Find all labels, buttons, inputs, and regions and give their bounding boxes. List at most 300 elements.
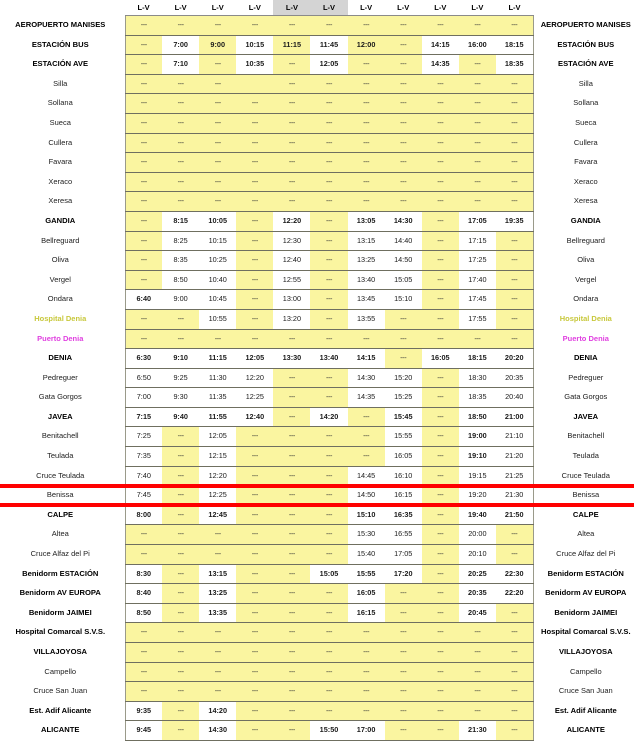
time-cell: --- [310,643,347,663]
time-cell: --- [422,427,459,447]
time-cell: --- [385,35,422,55]
time-cell: --- [236,192,273,212]
time-cell: 12:40 [236,407,273,427]
table-row [0,643,634,663]
time-cell: 10:55 [199,309,236,329]
header-col-11: L-V [496,0,533,16]
time-cell: --- [348,447,385,467]
station-name-right: Ondara [533,290,634,310]
time-cell: --- [125,133,162,153]
time-cell: 16:35 [385,505,422,525]
time-cell: 19:00 [459,427,496,447]
time-cell [236,74,273,94]
time-cell: --- [125,231,162,251]
time-cell: --- [236,153,273,173]
time-cell: --- [273,172,310,192]
time-cell: --- [310,133,347,153]
time-cell: --- [422,192,459,212]
time-cell: --- [273,486,310,506]
time-cell: 12:20 [273,211,310,231]
time-cell: --- [422,231,459,251]
header-left-spacer [0,0,125,16]
time-cell: --- [385,584,422,604]
time-cell: --- [125,329,162,349]
time-cell: 12:15 [199,447,236,467]
time-cell: --- [348,16,385,36]
station-name-right: ESTACIÓN BUS [533,35,634,55]
station-name-left: Vergel [0,270,125,290]
time-cell: --- [236,525,273,545]
time-cell: 20:35 [459,584,496,604]
time-cell: 8:15 [162,211,199,231]
time-cell: --- [348,427,385,447]
time-cell: 8:00 [125,505,162,525]
time-cell: --- [273,564,310,584]
time-cell: --- [199,74,236,94]
time-cell: 17:55 [459,309,496,329]
time-cell: 20:35 [496,368,533,388]
time-cell: --- [310,290,347,310]
time-cell: --- [385,172,422,192]
time-cell: 10:25 [199,251,236,271]
table-row [0,290,634,310]
time-cell: --- [162,113,199,133]
header-col-1: L-V [125,0,162,16]
time-cell: --- [385,113,422,133]
time-cell: 21:50 [496,505,533,525]
time-cell: --- [385,55,422,75]
time-cell: --- [273,153,310,173]
time-cell: --- [459,662,496,682]
time-cell: 14:20 [199,701,236,721]
time-cell: --- [236,486,273,506]
time-cell: --- [496,172,533,192]
time-cell: --- [199,623,236,643]
header-col-10: L-V [459,0,496,16]
station-name-left: Xeraco [0,172,125,192]
time-cell: 9:25 [162,368,199,388]
station-name-right: Est. Adif Alicante [533,701,634,721]
station-name-left: GANDIA [0,211,125,231]
time-cell: 6:40 [125,290,162,310]
time-cell: 10:15 [236,35,273,55]
time-cell: --- [125,662,162,682]
station-name-right: Silla [533,74,634,94]
time-cell: --- [199,133,236,153]
time-cell: --- [162,447,199,467]
time-cell: 14:50 [348,486,385,506]
station-name-left: Cruce Alfaz del Pi [0,545,125,565]
station-name-left: Xeresa [0,192,125,212]
time-cell: 19:20 [459,486,496,506]
time-cell: 13:20 [273,309,310,329]
time-cell: --- [162,584,199,604]
station-name-left: ALICANTE [0,721,125,741]
time-cell: --- [125,682,162,702]
time-cell: 20:10 [459,545,496,565]
time-cell: --- [310,388,347,408]
time-cell: --- [273,545,310,565]
time-cell: --- [496,662,533,682]
time-cell: --- [273,447,310,467]
time-cell: 13:25 [348,251,385,271]
time-cell: --- [162,172,199,192]
time-cell: 8:40 [125,584,162,604]
station-name-left: Est. Adif Alicante [0,701,125,721]
time-cell: --- [162,486,199,506]
station-name-left: Gata Gorgos [0,388,125,408]
time-cell: 18:15 [496,35,533,55]
time-cell: --- [310,623,347,643]
time-cell: --- [199,682,236,702]
time-cell: 14:45 [348,466,385,486]
time-cell: --- [236,701,273,721]
time-cell: --- [422,525,459,545]
time-cell: --- [125,270,162,290]
station-name-right: ALICANTE [533,721,634,741]
time-cell: --- [496,270,533,290]
time-cell: 18:30 [459,368,496,388]
time-cell: 7:00 [162,35,199,55]
station-name-right: Hospital Denia [533,309,634,329]
time-cell: --- [125,55,162,75]
time-cell: 20:40 [496,388,533,408]
red-highlight-band-top [0,484,634,488]
time-cell: --- [348,113,385,133]
time-cell: --- [273,113,310,133]
time-cell: --- [273,623,310,643]
time-cell: 15:10 [385,290,422,310]
time-cell: --- [273,192,310,212]
time-cell: --- [422,545,459,565]
time-cell: 17:40 [459,270,496,290]
time-cell: --- [422,290,459,310]
station-name-right: Xeraco [533,172,634,192]
station-name-left: Puerto Denia [0,329,125,349]
time-cell: --- [310,682,347,702]
time-cell: --- [162,623,199,643]
time-cell: --- [385,74,422,94]
time-cell: --- [348,153,385,173]
time-cell: --- [125,643,162,663]
table-row [0,231,634,251]
time-cell: 11:30 [199,368,236,388]
time-cell: --- [496,682,533,702]
time-cell: 7:25 [125,427,162,447]
time-cell: --- [310,701,347,721]
time-cell: 17:25 [459,251,496,271]
time-cell: --- [310,662,347,682]
time-cell: 22:30 [496,564,533,584]
time-cell: --- [125,113,162,133]
header-col-7: L-V [348,0,385,16]
time-cell: 16:15 [385,486,422,506]
header-col-5: L-V [273,0,310,16]
time-cell: --- [162,153,199,173]
table-row [0,525,634,545]
time-cell: 20:00 [459,525,496,545]
time-cell: 21:25 [496,466,533,486]
station-name-left: JAVEA [0,407,125,427]
station-name-right: GANDIA [533,211,634,231]
station-name-left: Cruce Teulada [0,466,125,486]
station-name-right: Favara [533,153,634,173]
time-cell: 17:00 [348,721,385,741]
time-cell: --- [496,231,533,251]
time-cell: 11:15 [273,35,310,55]
time-cell: 12:05 [236,349,273,369]
time-cell: 12:25 [199,486,236,506]
station-name-left: Benidorm ESTACIÓN [0,564,125,584]
time-cell: 15:55 [385,427,422,447]
time-cell: --- [385,623,422,643]
time-cell: 15:05 [310,564,347,584]
table-row [0,329,634,349]
time-cell: --- [310,94,347,114]
time-cell: --- [273,466,310,486]
table-row [0,35,634,55]
time-cell: --- [496,94,533,114]
time-cell: --- [459,94,496,114]
time-cell: 15:45 [385,407,422,427]
station-name-right: AEROPUERTO MANISES [533,16,634,36]
timetable-header [0,0,634,16]
time-cell: --- [310,231,347,251]
time-cell: 12:40 [273,251,310,271]
time-cell: --- [162,564,199,584]
time-cell: --- [459,643,496,663]
time-cell: --- [422,623,459,643]
time-cell: --- [310,447,347,467]
time-cell: --- [273,721,310,741]
time-cell: 15:20 [385,368,422,388]
time-cell: --- [310,525,347,545]
time-cell: --- [459,701,496,721]
time-cell: --- [422,643,459,663]
time-cell: --- [310,211,347,231]
time-cell: --- [273,16,310,36]
station-name-right: Cruce Teulada [533,466,634,486]
station-name-left: Bellreguard [0,231,125,251]
time-cell: --- [199,662,236,682]
time-cell: --- [162,505,199,525]
time-cell: --- [162,16,199,36]
table-row [0,447,634,467]
station-name-right: Vergel [533,270,634,290]
station-name-right: Benitachell [533,427,634,447]
time-cell: --- [236,447,273,467]
time-cell: 10:40 [199,270,236,290]
table-row [0,94,634,114]
table-row [0,192,634,212]
time-cell: 12:25 [236,388,273,408]
time-cell: --- [125,35,162,55]
table-row [0,407,634,427]
station-name-right: Campello [533,662,634,682]
time-cell: --- [385,16,422,36]
time-cell: --- [422,447,459,467]
station-name-left: ESTACIÓN AVE [0,55,125,75]
station-name-left: Benitachell [0,427,125,447]
station-name-left: Benidorm JAIMEI [0,603,125,623]
station-name-right: CALPE [533,505,634,525]
time-cell: 12:00 [348,35,385,55]
time-cell: --- [422,486,459,506]
time-cell: --- [385,682,422,702]
red-highlight-band-bottom [0,503,634,507]
time-cell: --- [496,643,533,663]
station-name-right: Hospital Comarcal S.V.S. [533,623,634,643]
time-cell: --- [385,349,422,369]
header-col-8: L-V [385,0,422,16]
table-row [0,153,634,173]
timetable-body [0,16,634,741]
time-cell: --- [348,643,385,663]
station-name-left: Campello [0,662,125,682]
time-cell: --- [273,368,310,388]
time-cell: --- [459,74,496,94]
time-cell: --- [162,603,199,623]
table-row [0,662,634,682]
time-cell: --- [496,603,533,623]
time-cell: --- [162,133,199,153]
time-cell: 14:40 [385,231,422,251]
time-cell: --- [162,329,199,349]
time-cell: --- [310,545,347,565]
station-name-left: Silla [0,74,125,94]
time-cell: --- [125,16,162,36]
time-cell: 13:35 [199,603,236,623]
time-cell: --- [422,94,459,114]
time-cell: --- [125,153,162,173]
header-col-9: L-V [422,0,459,16]
station-name-right: Teulada [533,447,634,467]
time-cell: --- [273,329,310,349]
time-cell: 7:40 [125,466,162,486]
station-name-left: Oliva [0,251,125,271]
station-name-right: Cruce Alfaz del Pi [533,545,634,565]
time-cell: --- [199,192,236,212]
time-cell: --- [162,545,199,565]
time-cell: 14:30 [348,368,385,388]
time-cell: --- [422,662,459,682]
time-cell: --- [199,153,236,173]
time-cell: --- [236,623,273,643]
time-cell: --- [125,545,162,565]
time-cell: 18:35 [459,388,496,408]
header-col-4: L-V [236,0,273,16]
time-cell: 12:20 [199,466,236,486]
time-cell: --- [348,74,385,94]
time-cell: --- [236,133,273,153]
time-cell: --- [162,192,199,212]
time-cell: --- [273,701,310,721]
time-cell: 10:35 [236,55,273,75]
table-row [0,349,634,369]
time-cell: 14:30 [385,211,422,231]
station-name-left: VILLAJOYOSA [0,643,125,663]
time-cell: --- [273,584,310,604]
time-cell: 15:40 [348,545,385,565]
time-cell: --- [422,584,459,604]
header-col-3: L-V [199,0,236,16]
time-cell: --- [236,662,273,682]
time-cell: --- [422,407,459,427]
time-cell: --- [273,525,310,545]
time-cell: --- [348,172,385,192]
time-cell: --- [162,643,199,663]
time-cell: 8:50 [125,603,162,623]
time-cell: 13:05 [348,211,385,231]
time-cell: --- [162,721,199,741]
time-cell: --- [236,584,273,604]
table-row [0,682,634,702]
time-cell: --- [310,603,347,623]
time-cell: 18:15 [459,349,496,369]
time-cell: --- [273,427,310,447]
time-cell: --- [236,251,273,271]
time-cell: 9:00 [162,290,199,310]
time-cell: --- [385,153,422,173]
time-cell: --- [125,94,162,114]
time-cell: --- [273,407,310,427]
station-name-right: Benidorm JAIMEI [533,603,634,623]
station-name-left: Sollana [0,94,125,114]
station-name-right: Cullera [533,133,634,153]
station-name-left: Cullera [0,133,125,153]
time-cell: --- [310,153,347,173]
time-cell: --- [125,309,162,329]
time-cell: 16:10 [385,466,422,486]
time-cell: --- [310,16,347,36]
time-cell: 13:40 [348,270,385,290]
time-cell: 10:05 [199,211,236,231]
time-cell: --- [459,172,496,192]
time-cell: --- [310,505,347,525]
time-cell: --- [385,192,422,212]
time-cell: --- [273,74,310,94]
station-name-right: Benidorm ESTACIÓN [533,564,634,584]
station-name-right: VILLAJOYOSA [533,643,634,663]
station-name-right: DENIA [533,349,634,369]
station-name-right: Cruce San Juan [533,682,634,702]
header-col-2: L-V [162,0,199,16]
time-cell: --- [199,16,236,36]
time-cell: --- [348,55,385,75]
time-cell: 13:15 [348,231,385,251]
station-name-right: Sueca [533,113,634,133]
time-cell: --- [162,682,199,702]
time-cell: 6:30 [125,349,162,369]
station-name-right: Puerto Denia [533,329,634,349]
time-cell: 10:45 [199,290,236,310]
time-cell: --- [459,16,496,36]
time-cell: 22:20 [496,584,533,604]
time-cell: --- [459,623,496,643]
time-cell: 8:50 [162,270,199,290]
time-cell: --- [496,290,533,310]
table-row [0,603,634,623]
time-cell: --- [310,486,347,506]
time-cell: --- [422,368,459,388]
time-cell: --- [236,603,273,623]
time-cell: --- [385,721,422,741]
table-row [0,721,634,741]
time-cell: --- [199,329,236,349]
time-cell: 7:10 [162,55,199,75]
time-cell: --- [199,545,236,565]
time-cell: --- [422,153,459,173]
